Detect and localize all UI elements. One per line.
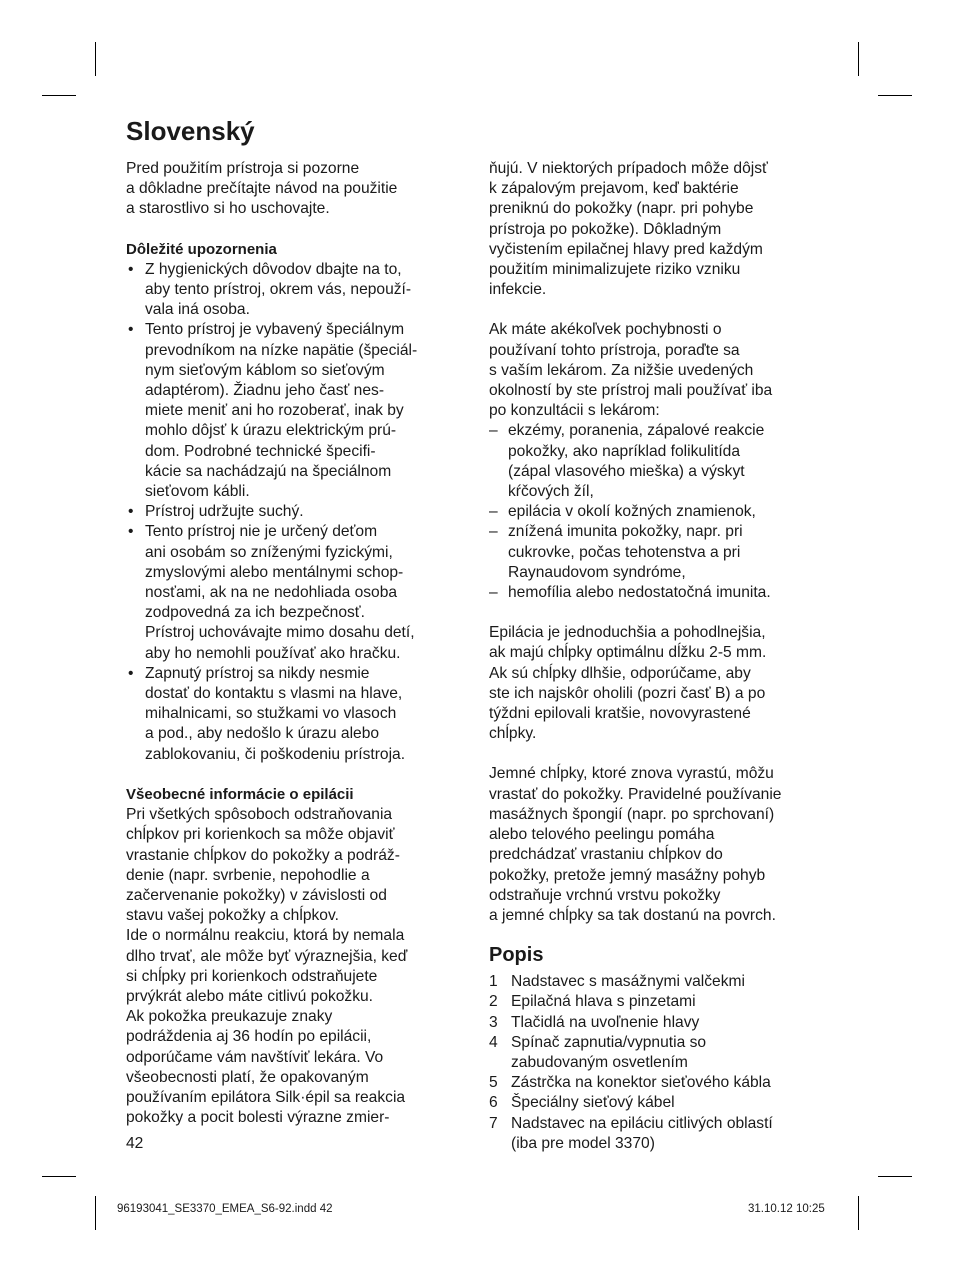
conditions-list bbox=[489, 421, 834, 603]
page-title: Slovenský bbox=[126, 116, 255, 146]
crop-mark bbox=[42, 1176, 76, 1177]
footer-file: 96193041_SE3370_EMEA_S6-92.indd 42 bbox=[117, 1203, 333, 1215]
item-number: 4 bbox=[489, 1033, 498, 1051]
list-item: • Tento prístroj nie je určený deťom ani osobám so zníženými fyzickými, zmyslovými alebo mentálnymi schop- nosťami, ak na ne nedohliada osoba zodpovedná za ich bezpečnosť. Prístroj uchovávajte mimo dosahu detí, aby ho nemohli používať ako hračku. bbox=[126, 522, 471, 663]
list-item: • Zapnutý prístroj sa nikdy nesmie dostať do kontaktu s vlasmi na hlave, mihalnicami, so stužkami vo vlasoch a pod., aby nedošlo k úrazu alebo zablokovaniu, či poškodeniu prístroja. bbox=[126, 664, 471, 765]
general-paragraph: Pri všetkých spôsoboch odstraňovania chĺpkov pri korienkoch sa môže objaviť vrastanie chĺpkov do pokožky a podráž- denie (napr. svrbenie, nepohodlie a začervenanie pokožky) v závislosti od stavu vašej pokožky a chĺpkov. Ide o normálnu reakciu, ktorá by nemala dlho trvať, ale môže byť výraznejšia, keď si chĺpky pri korienkoch odstraňujete prvýkrát alebo máte citlivú pokožku. Ak pokožka preukazuje znaky podráždenia aj 36 hodín po epilácii, odporúčame vám navštíviť lekára. Vo všeobecnosti platí, že opakovaným používaním epilátora Silk·épil sa reakcia pokožky a pocit bolesti výrazne zmier- bbox=[126, 806, 408, 1127]
left-column bbox=[126, 159, 471, 1128]
footer-date: 31.10.12 10:25 bbox=[748, 1203, 825, 1215]
item-number: 6 bbox=[489, 1094, 498, 1112]
continuation-paragraph: ňujú. V niektorých prípadoch môže dôjsť k zápalovým prejavom, keď baktérie preniknú do pokožky (napr. pri pohybe prístroja po pokožke). Dôkladným vyčistením epilačnej hlavy pred každým použitím minimalizujete riziko vzniku infekcie. bbox=[489, 160, 768, 299]
list-item: 4 Spínač zapnutia/vypnutia so zabudovaným osvetlením bbox=[489, 1033, 707, 1071]
item-number: 2 bbox=[489, 993, 498, 1011]
crop-mark bbox=[95, 42, 96, 76]
popis-heading: Popis bbox=[489, 944, 544, 967]
list-item: 1 Nadstavec s masážnymi valčekmi bbox=[489, 972, 834, 992]
crop-mark bbox=[42, 95, 76, 96]
crop-mark bbox=[858, 1196, 859, 1230]
list-item: • Z hygienických dôvodov dbajte na to, aby tento prístroj, okrem vás, nepouží- vala iná osoba. bbox=[126, 260, 471, 321]
list-item: – ekzémy, poranenia, zápalové reakcie pokožky, ako napríklad folikulitída (zápal vlasového mieška) a výskyt kŕčových žíl, bbox=[489, 421, 834, 502]
crop-mark bbox=[95, 1196, 96, 1230]
list-item: 7 Nadstavec na epiláciu citlivých oblastí (iba pre model 3370) bbox=[489, 1114, 773, 1152]
list-item: – znížená imunita pokožky, napr. pri cukrovke, počas tehotenstva a pri Raynaudovom syndróme, bbox=[489, 522, 834, 583]
right-column bbox=[489, 159, 834, 1154]
doubts-paragraph: Ak máte akékoľvek pochybnosti o používaní tohto prístroja, poraďte sa s vaším lekárom. Za nižšie uvedených okolností by ste prístroj mali používať iba po konzultácii s lekárom: bbox=[489, 321, 773, 420]
warnings-list bbox=[126, 260, 471, 765]
item-number: 7 bbox=[489, 1114, 498, 1132]
crop-mark bbox=[878, 95, 912, 96]
list-item: • Prístroj udržujte suchý. bbox=[126, 502, 471, 522]
list-item: – epilácia v okolí kožných znamienok, bbox=[489, 502, 834, 522]
list-item: 3 Tlačidlá na uvoľnenie hlavy bbox=[489, 1013, 834, 1033]
easier-paragraph: Epilácia je jednoduchšia a pohodlnejšia, ak majú chĺpky optimálnu dĺžku 2-5 mm. Ak sú chĺpky dlhšie, odporúčame, aby ste ich najskôr oholili (pozri časť B) a po týždni epilovali kratšie, novovyrastené chĺpky. bbox=[489, 624, 767, 743]
list-item: 5 Zástrčka na konektor sieťového kábla bbox=[489, 1073, 834, 1093]
item-number: 5 bbox=[489, 1074, 498, 1092]
list-item: 6 Špeciálny sieťový kábel bbox=[489, 1093, 834, 1113]
item-number: 1 bbox=[489, 973, 498, 991]
page-number: 42 bbox=[126, 1135, 144, 1152]
crop-mark bbox=[858, 42, 859, 76]
list-item: • Tento prístroj je vybavený špeciálnym prevodníkom na nízke napätie (špeciál- nym sieťovým káblom so sieťovým adaptérom). Žiadnu jeho časť nes- miete meniť ani ho rozoberať, inak by mohlo dôjsť k úrazu elektrickým prú- dom. Podrobné technické špecifi- kácie sa nachádzajú na špeciálnom sieťovom kábli. bbox=[126, 320, 471, 502]
general-heading: Všeobecné informácie o epilácii bbox=[126, 785, 354, 803]
warnings-heading: Dôležité upozornenia bbox=[126, 240, 277, 258]
intro-paragraph: Pred použitím prístroja si pozorne a dôkladne prečítajte návod na použitie a starostlivo si ho uschovajte. bbox=[126, 160, 398, 218]
list-item: – hemofília alebo nedostatočná imunita. bbox=[489, 583, 834, 603]
popis-list bbox=[489, 972, 834, 1154]
fine-hair-paragraph: Jemné chĺpky, ktoré znova vyrastú, môžu vrastať do pokožky. Pravidelné používanie masážnych špongií (napr. po sprchovaní) alebo telového peelingu pomáha predchádzať vrastaniu chĺpkov do pokožky, pretože jemný masážny pohyb odstraňuje vrchnú vrstvu pokožky a jemné chĺpky sa tak dostanú na povrch. bbox=[489, 765, 782, 924]
list-item: 2 Epilačná hlava s pinzetami bbox=[489, 992, 834, 1012]
item-number: 3 bbox=[489, 1013, 498, 1031]
crop-mark bbox=[878, 1176, 912, 1177]
